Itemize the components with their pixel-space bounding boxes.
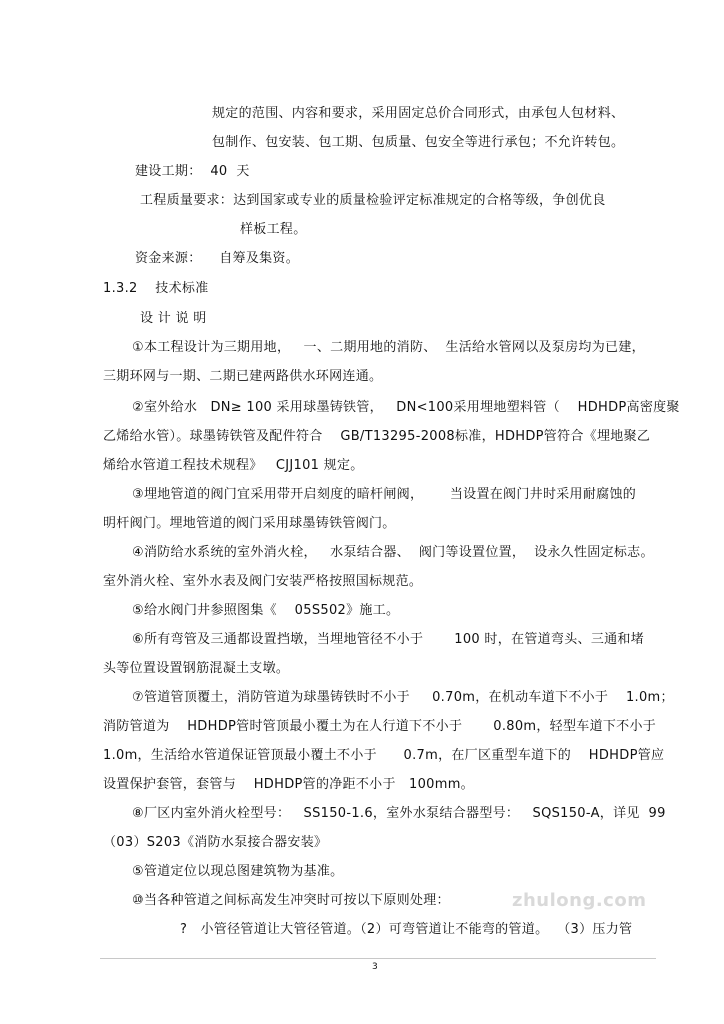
text-line: ①本工程设计为三期用地， 一、二期用地的消防、 生活给水管网以及泵房均为已建，	[132, 340, 645, 355]
text-line: 设置保护套管，套管与 HDHDP管的净距不小于 100mm。	[103, 777, 474, 792]
text-line: ⑩当各种管道之间标高发生冲突时可按以下原则处理：	[132, 893, 450, 908]
text-line: 消防管道为 HDHDP管时管顶最小覆土为在人行道下不小于 0.80m，轻型车道下不小于	[103, 719, 657, 734]
text-line: 烯给水管道工程技术规程》 CJJ101 规定。	[103, 458, 364, 473]
text-line: ②室外给水 DN≥ 100 采用球墨铸铁管， DN<100采用埋地塑料管（ HDHDP高密度聚	[132, 400, 680, 415]
subsection-heading: 设 计 说 明	[140, 311, 207, 326]
text-line: 明杆阀门。埋地管道的阀门采用球墨铸铁管阀门。	[103, 516, 396, 531]
text-line: ⑥所有弯管及三通都设置挡墩，当埋地管径不小于 100 时，在管道弯头、三通和堵	[132, 632, 645, 647]
watermark: zhulong.com	[512, 890, 647, 911]
text-line: 三期环网与一期、二期已建两路供水环网连通。	[103, 369, 383, 384]
text-line: ⑦管道管顶覆土，消防管道为球墨铸铁时不小于 0.70m，在机动车道下不小于 1.0m；	[132, 690, 674, 705]
text-line: 工程质量要求：达到国家或专业的质量检验评定标准规定的合格等级，争创优良	[140, 193, 606, 208]
text-line: 建设工期： 40 天	[135, 164, 250, 179]
text-line: ③埋地管道的阀门宜采用带开启刻度的暗杆闸阀， 当设置在阀门井时采用耐腐蚀的	[132, 487, 637, 502]
text-line: （03）S203《消防水泵接合器安装》	[103, 835, 328, 850]
text-line: 样板工程。	[240, 222, 307, 237]
text-line: 规定的范围、内容和要求，采用固定总价合同形式，由承包人包材料、	[212, 106, 625, 121]
text-line: ④消防给水系统的室外消火栓， 水泵结合器、 阀门等设置位置， 设永久性固定标志。	[132, 545, 654, 560]
section-heading: 1.3.2 技术标准	[103, 281, 209, 296]
text-line: 室外消火栓、室外水表及阀门安装严格按照国标规范。	[103, 574, 423, 589]
text-line: ⑤管道定位以现总图建筑物为基准。	[132, 864, 344, 879]
text-line: 资金来源： 自筹及集资。	[135, 251, 300, 266]
text-line: ? 小管径管道让大管径管道。（2）可弯管道让不能弯的管道。 （3）压力管	[180, 922, 633, 937]
text-line: ⑤给水阀门井参照图集《 05S502》施工。	[132, 603, 400, 618]
text-line: 头等位置设置钢筋混凝土支墩。	[103, 661, 290, 676]
text-line: 乙烯给水管）。球墨铸铁管及配件符合 GB/T13295-2008标准，HDHDP管符合《埋地聚乙	[103, 429, 651, 444]
page-number: 3	[372, 962, 378, 972]
text-line: 1.0m，生活给水管道保证管顶最小覆土不小于 0.7m，在厂区重型车道下的 HDHDP管应	[103, 748, 665, 763]
text-line: ⑧厂区内室外消火栓型号： SS150-1.6，室外水泵结合器型号： SQS150-A，详见 99	[132, 806, 666, 821]
text-line: 包制作、包安装、包工期、包质量、包安全等进行承包；不允许转包。	[212, 135, 625, 150]
footer-divider	[100, 958, 656, 959]
